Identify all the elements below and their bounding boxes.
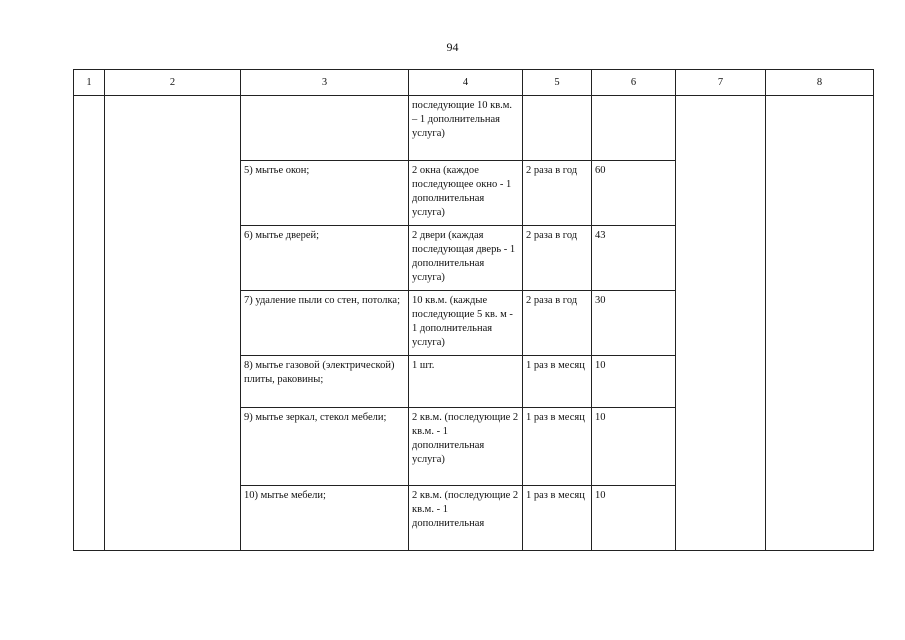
frequency-cell bbox=[523, 96, 592, 161]
frequency-cell: 2 раза в год bbox=[523, 291, 592, 356]
volume-cell: 2 окна (каждое последующее окно - 1 дополнительная услуга) bbox=[409, 161, 523, 226]
value-cell: 10 bbox=[592, 356, 676, 408]
volume-cell: 2 кв.м. (последующие 2 кв.м. - 1 дополнительная bbox=[409, 486, 523, 551]
header-cell: 5 bbox=[523, 70, 592, 96]
volume-cell: 1 шт. bbox=[409, 356, 523, 408]
service-name-cell bbox=[241, 96, 409, 161]
header-cell: 4 bbox=[409, 70, 523, 96]
service-name-cell: 5) мытье окон; bbox=[241, 161, 409, 226]
value-cell: 60 bbox=[592, 161, 676, 226]
frequency-cell: 1 раз в месяц bbox=[523, 486, 592, 551]
col7-cell bbox=[676, 96, 766, 551]
frequency-cell: 2 раза в год bbox=[523, 226, 592, 291]
volume-cell: 10 кв.м. (каждые последующие 5 кв. м - 1 дополнительная услуга) bbox=[409, 291, 523, 356]
header-cell: 2 bbox=[105, 70, 241, 96]
table-row bbox=[74, 96, 874, 161]
frequency-cell: 1 раз в месяц bbox=[523, 356, 592, 408]
header-cell: 7 bbox=[676, 70, 766, 96]
value-cell: 43 bbox=[592, 226, 676, 291]
header-cell: 8 bbox=[766, 70, 874, 96]
service-name-cell: 8) мытье газовой (электрической) плиты, раковины; bbox=[241, 356, 409, 408]
value-cell: 10 bbox=[592, 486, 676, 551]
page-number: 94 bbox=[446, 40, 459, 54]
col2-cell bbox=[105, 96, 241, 551]
frequency-cell: 2 раза в год bbox=[523, 161, 592, 226]
service-name-cell: 10) мытье мебели; bbox=[241, 486, 409, 551]
header-row bbox=[74, 70, 874, 96]
col1-cell bbox=[74, 96, 105, 551]
col8-cell bbox=[766, 96, 874, 551]
service-name-cell: 6) мытье дверей; bbox=[241, 226, 409, 291]
value-cell: 30 bbox=[592, 291, 676, 356]
value-cell: 10 bbox=[592, 408, 676, 486]
services-table bbox=[73, 69, 874, 551]
header-cell: 6 bbox=[592, 70, 676, 96]
service-name-cell: 9) мытье зеркал, стекол мебели; bbox=[241, 408, 409, 486]
volume-cell: 2 двери (каждая последующая дверь - 1 дополнительная услуга) bbox=[409, 226, 523, 291]
service-name-cell: 7) удаление пыли со стен, потолка; bbox=[241, 291, 409, 356]
header-cell: 3 bbox=[241, 70, 409, 96]
volume-cell: 2 кв.м. (последующие 2 кв.м. - 1 дополнительная услуга) bbox=[409, 408, 523, 486]
value-cell bbox=[592, 96, 676, 161]
volume-cell: последующие 10 кв.м. – 1 дополнительная услуга) bbox=[409, 96, 523, 161]
header-cell: 1 bbox=[74, 70, 105, 96]
frequency-cell: 1 раз в месяц bbox=[523, 408, 592, 486]
